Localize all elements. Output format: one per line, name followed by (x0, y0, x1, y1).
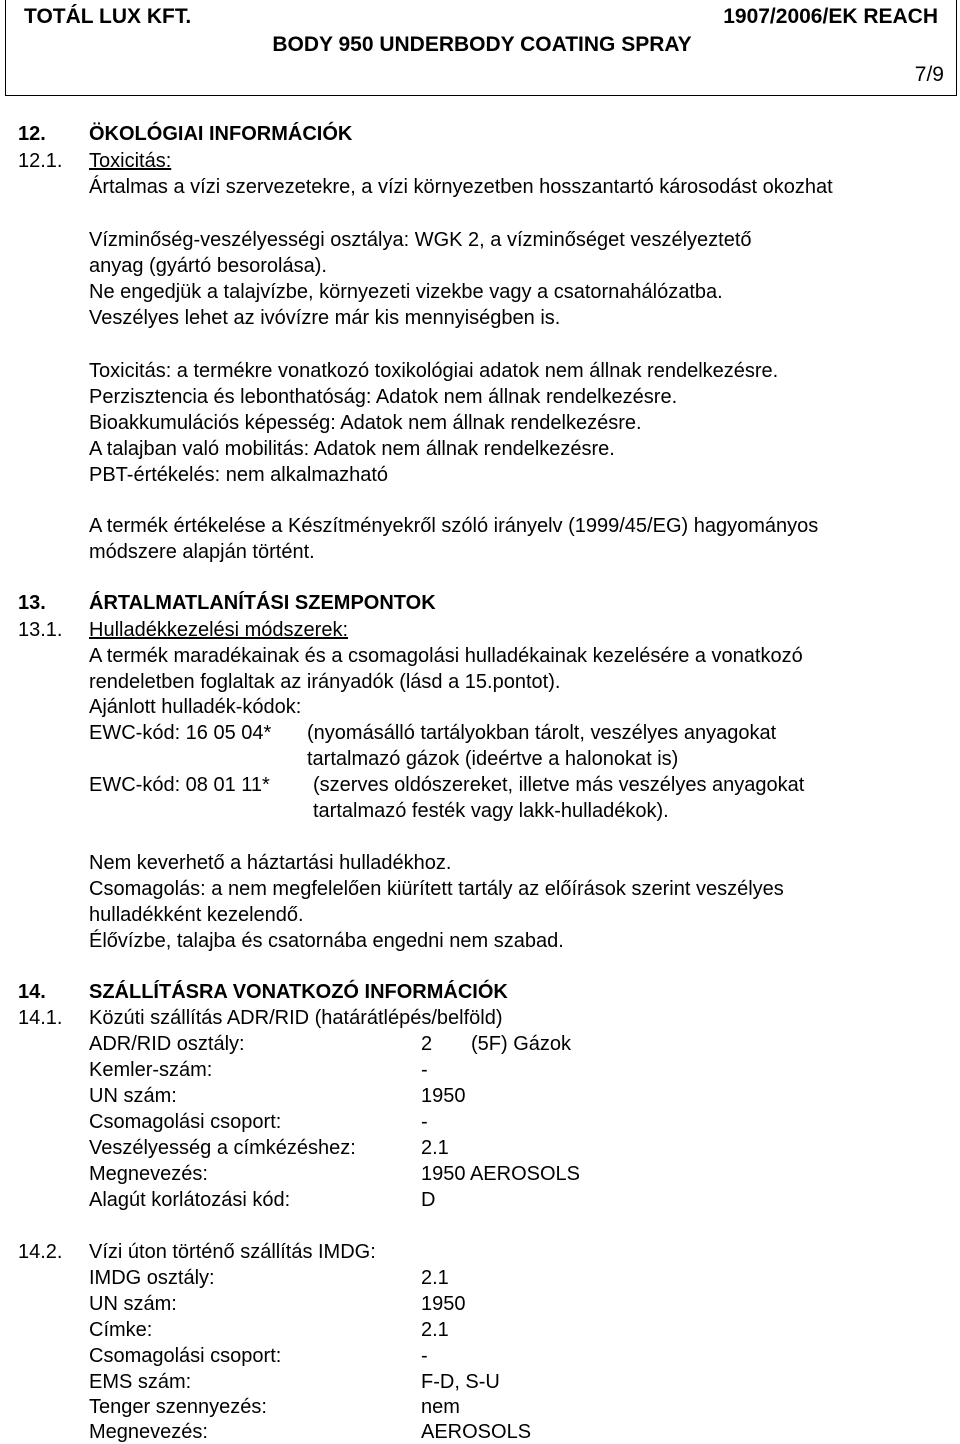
adr-value: 1950 (421, 1085, 466, 1107)
section-12-line: PBT-értékelés: nem alkalmazható (89, 464, 389, 486)
adr-value: D (421, 1189, 436, 1211)
ewc-code: EWC-kód: 08 01 11* (89, 774, 270, 796)
adr-value: 2 (421, 1033, 433, 1055)
section-13-line: Ajánlott hulladék-kódok: (89, 696, 302, 718)
imdg-label: UN szám: (89, 1293, 177, 1315)
imdg-value: 2.1 (421, 1319, 449, 1341)
ewc-description: tartalmazó festék vagy lakk-hulladékok). (313, 800, 669, 822)
ewc-description: (szerves oldószereket, illetve más veszélyes anyagokat (313, 774, 805, 796)
adr-label: Megnevezés: (89, 1163, 208, 1185)
section-13-line: Csomagolás: a nem megfelelően kiürített tartály az előírások szerint veszélyes (89, 878, 784, 900)
section-13-line: hulladékként kezelendő. (89, 904, 304, 926)
section-14-number: 14. (18, 981, 46, 1003)
imdg-label: Címke: (89, 1319, 153, 1341)
adr-value: 2.1 (421, 1137, 449, 1159)
imdg-label: EMS szám: (89, 1371, 192, 1393)
subsection-14-2-number: 14.2. (18, 1241, 63, 1263)
subsection-12-1-number: 12.1. (18, 150, 63, 172)
imdg-value: nem (421, 1396, 460, 1418)
ewc-description: (nyomásálló tartályokban tárolt, veszélyes anyagokat (307, 722, 777, 744)
section-13-number: 13. (18, 592, 46, 614)
ewc-code: EWC-kód: 16 05 04* (89, 722, 272, 744)
adr-value: - (421, 1059, 428, 1081)
imdg-value: 1950 (421, 1293, 466, 1315)
section-13-line: rendeletben foglaltak az irányadók (lásd a 15.pontot). (89, 671, 561, 693)
adr-label: UN szám: (89, 1085, 177, 1107)
imdg-label: Csomagolási csoport: (89, 1345, 282, 1367)
ewc-description: tartalmazó gázok (ideértve a halonokat is) (307, 748, 679, 770)
section-12-line: A termék értékelése a Készítményekről szóló irányelv (1999/45/EG) hagyományos (89, 515, 819, 537)
section-12-line: anyag (gyártó besorolása). (89, 255, 327, 277)
subsection-14-1-title: Közúti szállítás ADR/RID (határátlépés/belföld) (89, 1007, 503, 1029)
adr-label: Kemler-szám: (89, 1059, 213, 1081)
section-12-line: Veszélyes lehet az ivóvízre már kis mennyiségben is. (89, 307, 561, 329)
adr-label: Alagút korlátozási kód: (89, 1189, 291, 1211)
imdg-value: 2.1 (421, 1267, 449, 1289)
adr-value-extra: (5F) Gázok (471, 1033, 572, 1055)
section-13-line: Nem keverhető a háztartási hulladékhoz. (89, 852, 452, 874)
section-12-line: Toxicitás: a termékre vonatkozó toxikológiai adatok nem állnak rendelkezésre. (89, 360, 779, 382)
section-12-title: ÖKOLÓGIAI INFORMÁCIÓK (89, 123, 353, 145)
section-12-number: 12. (18, 123, 46, 145)
subsection-13-1-number: 13.1. (18, 619, 63, 641)
imdg-label: Megnevezés: (89, 1421, 208, 1443)
subsection-12-1-title: Toxicitás: (89, 150, 172, 172)
subsection-13-1-title: Hulladékkezelési módszerek: (89, 619, 349, 641)
section-12-line: Ne engedjük a talajvízbe, környezeti vizekbe vagy a csatornahálózatba. (89, 281, 723, 303)
imdg-label: IMDG osztály: (89, 1267, 215, 1289)
section-12-line: Perzisztencia és lebonthatóság: Adatok nem állnak rendelkezésre. (89, 386, 678, 408)
imdg-label: Tenger szennyezés: (89, 1396, 267, 1418)
adr-label: Veszélyesség a címkézéshez: (89, 1137, 356, 1159)
subsection-14-2-title: Vízi úton történő szállítás IMDG: (89, 1241, 376, 1263)
section-12-line: Ártalmas a vízi szervezetekre, a vízi környezetben hosszantartó károsodást okozhat (89, 176, 833, 198)
section-13-line: A termék maradékainak és a csomagolási hulladékainak kezelésére a vonatkozó (89, 645, 803, 667)
imdg-value: AEROSOLS (421, 1421, 532, 1443)
section-13-title: ÁRTALMATLANÍTÁSI SZEMPONTOK (89, 592, 436, 614)
section-13-line: Élővízbe, talajba és csatornába engedni nem szabad. (89, 930, 564, 952)
regulation-reference: 1907/2006/EK REACH (723, 5, 938, 28)
section-12-line: módszere alapján történt. (89, 541, 315, 563)
imdg-value: - (421, 1345, 428, 1367)
section-12-line: A talajban való mobilitás: Adatok nem állnak rendelkezésre. (89, 438, 615, 460)
adr-label: Csomagolási csoport: (89, 1111, 282, 1133)
subsection-14-1-number: 14.1. (18, 1007, 63, 1029)
page-header (5, 0, 957, 96)
section-14-title: SZÁLLÍTÁSRA VONATKOZÓ INFORMÁCIÓK (89, 981, 508, 1003)
product-name: BODY 950 UNDERBODY COATING SPRAY (272, 33, 692, 56)
adr-label: ADR/RID osztály: (89, 1033, 245, 1055)
section-12-line: Vízminőség-veszélyességi osztálya: WGK 2, a vízminőséget veszélyeztető (89, 229, 752, 251)
adr-value: 1950 AEROSOLS (421, 1163, 580, 1185)
section-12-line: Bioakkumulációs képesség: Adatok nem állnak rendelkezésre. (89, 412, 642, 434)
page-number: 7/9 (914, 63, 944, 86)
company-name: TOTÁL LUX KFT. (24, 5, 192, 28)
adr-value: - (421, 1111, 428, 1133)
imdg-value: F-D, S-U (421, 1371, 500, 1393)
